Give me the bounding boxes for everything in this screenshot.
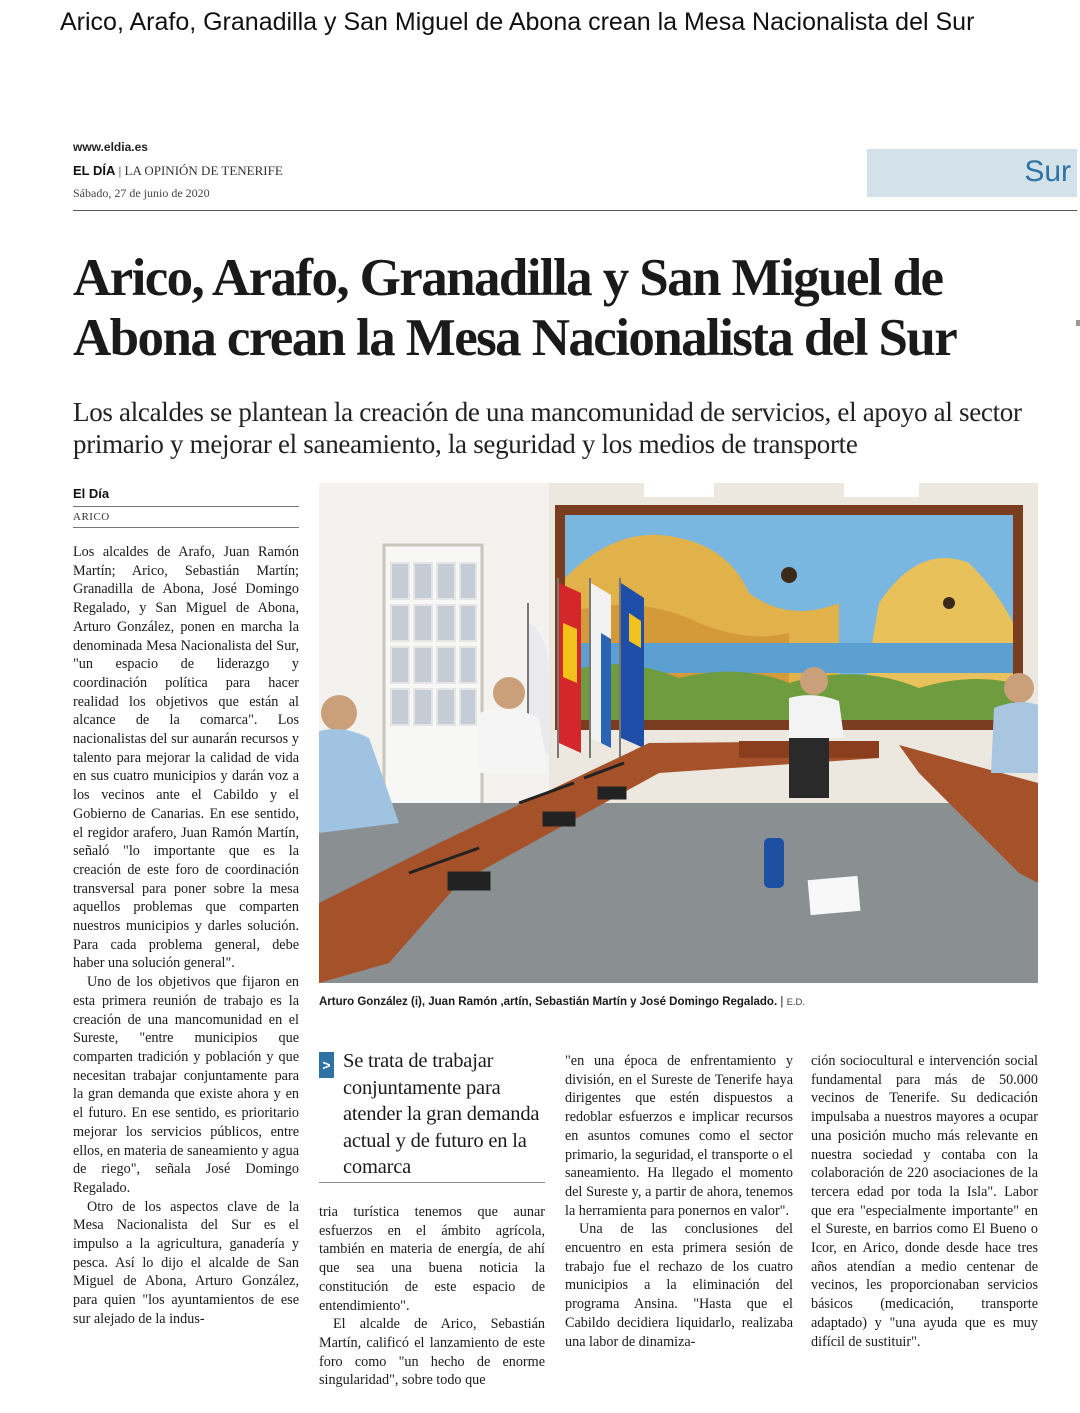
- section-badge: [867, 149, 1077, 197]
- pullquote-divider: [319, 1182, 545, 1183]
- body-column-1: [73, 543, 299, 1329]
- dateline-location: ARICO: [73, 507, 299, 528]
- masthead: [73, 140, 1077, 212]
- paragraph: "en una época de enfrentamiento y división, en el Sureste de Tenerife haya dirigentes que estén dispuestos a redoblar esfuerzos e implicar recursos en asuntos comunes como el sector primario, la seguridad, el transporte o el saneamiento. Ha llegado el momento del Sureste y, a partir de ahora, tenemos la herramienta para ponernos en valor".: [565, 1053, 793, 1219]
- article-subhead: Los alcaldes se plantean la creación de una mancomunidad de servicios, el apoyo al sector primario y mejorar el saneamiento, la seguridad y los medios de transporte: [73, 397, 1022, 459]
- byline: [73, 486, 299, 528]
- paragraph: tria turística tenemos que aunar esfuerzos en el ámbito agrícola, también en materia de energía, de ahí que sea una buena noticia la constitución de este espacio de entendimiento".: [319, 1204, 545, 1314]
- window-title: Arico, Arafo, Granadilla y San Miguel de Abona crean la Mesa Nacionalista del Sur: [60, 8, 975, 36]
- masthead-divider: [73, 210, 1077, 211]
- article-photo: [319, 483, 1038, 983]
- chevron-right-icon: >: [319, 1052, 334, 1078]
- caption-text: Arturo González (i), Juan Ramón ,artín, Sebastián Martín y José Domingo Regalado.: [319, 996, 778, 1008]
- paragraph: Los alcaldes de Arafo, Juan Ramón Martín; Arico, Sebastián Martín; Granadilla de Abona, José Domingo Regalado, y San Miguel de Abona, Arturo González, ponen en marcha la denominada Mesa Nacionalista del Sur, "un espacio de liderazgo y coordinación política para hacer realidad los objetivos que están al alcance de la comarca". Los nacionalistas del sur aunarán recursos y talento para mejorar la calidad de vida en sus cuatro municipios y darán voz a los vecinos ante el Cabildo y el Gobierno de Canarias. En ese sentido, el regidor arafero, Juan Ramón Martín, señaló "lo importante que es la creación de este foro de coordinación transversal para poner sobre la mesa aquellos problemas que comparten nuestros municipios y darles solución. Para cada problema general, debe haber una solución general".: [73, 544, 299, 972]
- paragraph: Una de las conclusiones del encuentro en esta primera sesión de trabajo fue el rechazo de los cuatro municipios a la eliminación del programa Ansina. "Hasta que el Cabildo decidiera liquidarlo, realizaba una labor de dinamiza-: [565, 1221, 793, 1350]
- site-url[interactable]: www.eldia.es: [73, 140, 148, 154]
- brand-tagline: LA OPINIÓN DE TENERIFE: [124, 163, 283, 178]
- photo-caption: Arturo González (i), Juan Ramón ,artín, Sebastián Martín y José Domingo Regalado. | E.D.: [319, 996, 806, 1008]
- paragraph: Otro de los aspectos clave de la Mesa Nacionalista del Sur es el impulso a la agricultura, ganadería y pesca. Así lo dijo el alcalde de San Miguel de Abona, Arturo González, para quien "los ayuntamientos de ese sur alejado de la indus-: [73, 1198, 299, 1327]
- paragraph: Uno de los objetivos que fijaron en esta primera reunión de trabajo es la creación de una mancomunidad en el Sureste, "entre municipios que comparten tradición y población y que necesitan trabajar conjuntamente para la gran demanda que existe ahora y en el futuro. En ese sentido, es prioritario mejorar los servicios públicos, entre ellos, en materia de saneamiento y agua de riego", señala José Domingo Regalado.: [73, 974, 299, 1196]
- paragraph: ción sociocultural e intervención social fundamental para más de 50.000 vecinos de Tenerife. Su dedicación impulsaba a nuestros mayores a ocupar una posición mucho más relevante en nuestra sociedad y contaba con la colaboración de 220 asociaciones de la tercera edad por toda la Isla". Labor que era "especialmente importante" en el Sureste, en barrios como El Bueno o Icor, en Arico, donde desde hace tres años atendían a medio centenar de vecinos, les proporcionaban servicios básicos (medicación, transporte adaptado) y "una ayuda que es muy difícil de sustituir".: [811, 1053, 1038, 1350]
- body-column-4: [811, 1052, 1038, 1351]
- publication-date: Sábado, 27 de junio de 2020: [73, 186, 210, 200]
- section-label: Sur: [1024, 155, 1071, 188]
- photo-credit: E.D.: [786, 997, 806, 1008]
- article-headline: Arico, Arafo, Granadilla y San Miguel de Abona crean la Mesa Nacionalista del Sur: [73, 249, 957, 367]
- body-column-3: [565, 1052, 793, 1351]
- page-edge-marker: [1076, 320, 1080, 326]
- meeting-room-illustration: [319, 483, 1038, 983]
- pullquote-text: Se trata de trabajar conjuntamente para atender la gran demanda actual y de futuro en la comarca: [343, 1050, 540, 1178]
- author-name: El Día: [73, 486, 299, 507]
- brand-name: EL DÍA: [73, 163, 116, 178]
- body-column-2: [319, 1203, 545, 1390]
- newspaper-brand: EL DÍA | LA OPINIÓN DE TENERIFE: [73, 163, 283, 178]
- paragraph: El alcalde de Arico, Sebastián Martín, calificó el lanzamiento de este foro como "un hecho de enorme singularidad", sobre todo que: [319, 1316, 545, 1389]
